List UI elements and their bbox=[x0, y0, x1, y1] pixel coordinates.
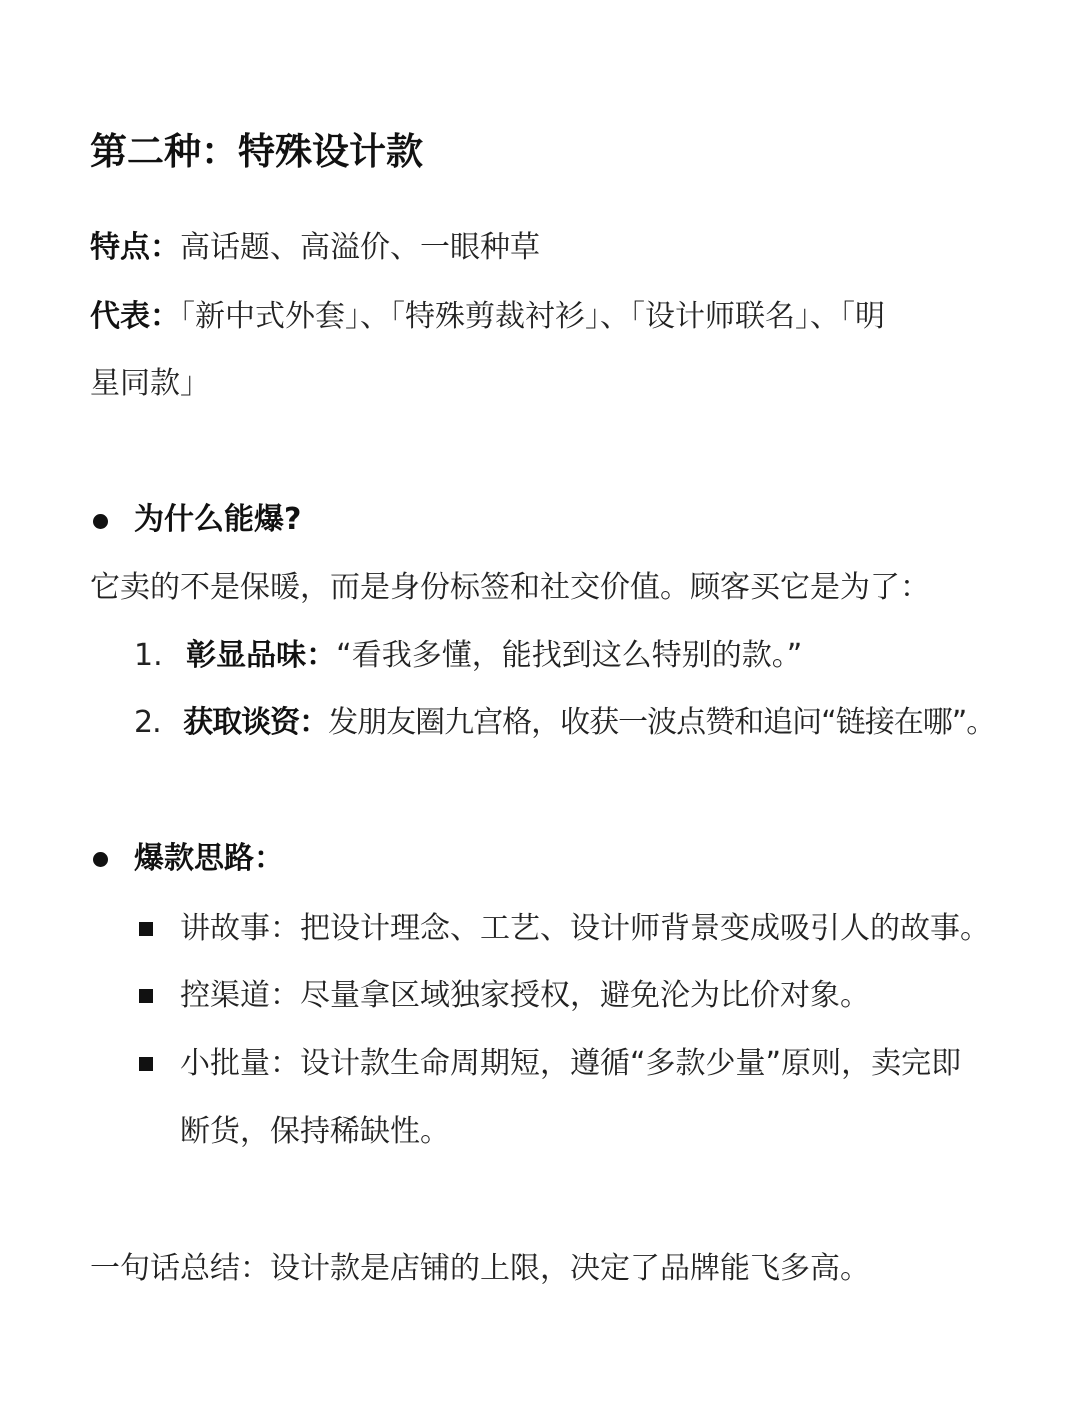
ideas-heading: 爆款思路： bbox=[134, 841, 284, 876]
why-item-1-label: 彰显品味： bbox=[186, 638, 337, 673]
why-heading: 为什么能爆? bbox=[134, 502, 302, 537]
why-item-2-label: 获取谈资： bbox=[183, 705, 329, 740]
ideas-item-3-line-1: 小批量：设计款生命周期短，遵循“多款少量”原则，卖完即 bbox=[180, 1046, 962, 1081]
why-intro: 它卖的不是保暖，而是身份标签和社交价值。顾客买它是为了： bbox=[90, 570, 930, 605]
features-text: 高话题、高溢价、一眼种草 bbox=[180, 230, 540, 265]
bullet-square-icon bbox=[139, 922, 153, 936]
why-item-2-text: 发朋友圈九宫格，收获一波点赞和追问“链接在哪”。 bbox=[328, 705, 996, 740]
bullet-square-icon bbox=[139, 989, 153, 1003]
ideas-item-3-line-2: 断货，保持稀缺性。 bbox=[180, 1114, 450, 1149]
features-line bbox=[90, 226, 540, 270]
summary: 一句话总结：设计款是店铺的上限，决定了品牌能飞多高。 bbox=[90, 1251, 870, 1286]
bullet-square-icon bbox=[139, 1057, 153, 1071]
representatives-text-1: 「新中式外套」、「特殊剪裁衬衫」、「设计师联名」、「明 bbox=[180, 299, 885, 334]
bullet-dot-icon bbox=[93, 514, 108, 529]
features-label: 特点： bbox=[90, 230, 180, 265]
page-title: 第二种：特殊设计款 bbox=[90, 130, 423, 173]
representatives-label: 代表： bbox=[90, 299, 180, 334]
why-item-1 bbox=[134, 634, 802, 678]
why-item-2-number: 2. bbox=[134, 705, 161, 740]
why-item-1-number: 1. bbox=[134, 638, 163, 673]
representatives-line-2: 星同款」 bbox=[90, 366, 210, 401]
why-item-2 bbox=[134, 701, 995, 745]
ideas-item-1: 讲故事：把设计理念、工艺、设计师背景变成吸引人的故事。 bbox=[180, 911, 990, 946]
bullet-dot-icon bbox=[93, 852, 108, 867]
representatives-line-1 bbox=[90, 295, 885, 339]
why-item-1-text: “看我多懂，能找到这么特别的款。” bbox=[336, 638, 803, 673]
ideas-item-2: 控渠道：尽量拿区域独家授权，避免沦为比价对象。 bbox=[180, 978, 870, 1013]
